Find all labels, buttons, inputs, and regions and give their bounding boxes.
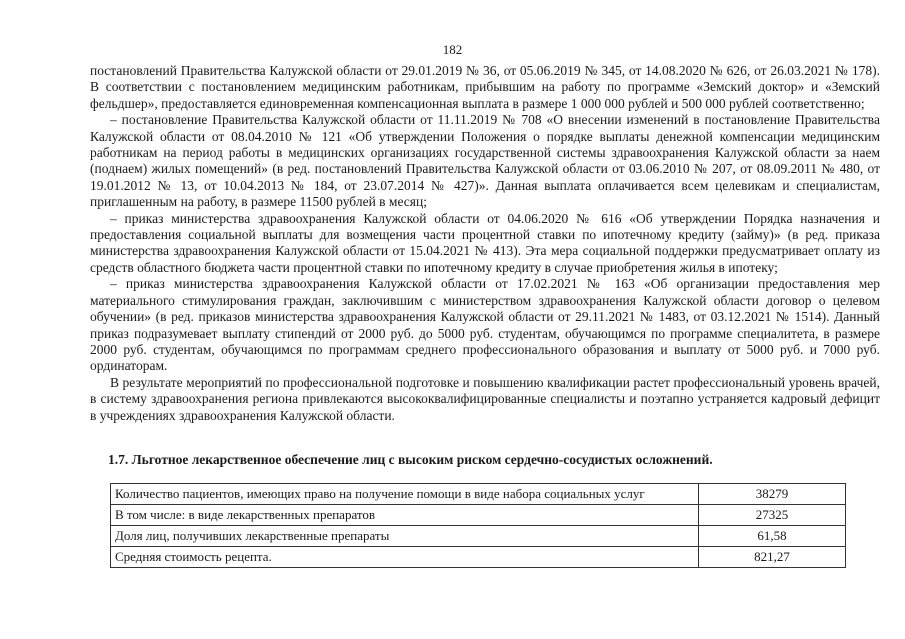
- table-cell-value: 27325: [699, 505, 846, 526]
- table-cell-label: Средняя стоимость рецепта.: [111, 547, 699, 568]
- table-cell-value: 38279: [699, 484, 846, 505]
- list-item-prikaz-163: – приказ министерства здравоохранения Калужской области от 17.02.2021 № 163 «Об организации предоставления мер материального стимулирования граждан, заключившим с министерством здравоохранения Калужской области договор о целевом обучении» (в ред. приказов министерства здравоохранения Калужской области от 29.11.2021 № 1483, от 03.12.2021 № 1514). Данный приказ подразумевает выплату стипендий от 2000 руб. до 5000 руб. студентам, обучающимся по программе специалитета, в размере 2000 руб. студентам, обучающимся по программам среднего профессионального образования и выплату от 5000 руб. и 7000 руб. ординаторам.: [90, 276, 880, 374]
- paragraph-summary: В результате мероприятий по профессиональной подготовке и повышению квалификации растет профессиональный уровень врачей, в систему здравоохранения региона привлекаются высококвалифицированные специалисты и поэтапно устраняется кадровый дефицит в учреждениях здравоохранения Калужской области.: [90, 374, 880, 423]
- table-row: [111, 547, 846, 568]
- table-cell-label: Доля лиц, получивших лекарственные препараты: [111, 526, 699, 547]
- body-text: [90, 63, 880, 424]
- list-item-prikaz-616: – приказ министерства здравоохранения Калужской области от 04.06.2020 № 616 «Об утверждении Порядка назначения и предоставления социальной выплаты для возмещения части процентной ставки по ипотечному кредиту (займу)» (в ред. приказа министерства здравоохранения Калужской области от 15.04.2021 № 413). Эта мера социальной поддержки предусматривает оплату из средств областного бюджета части процентной ставки по ипотечному кредиту в случае приобретения жилья в ипотеку;: [90, 210, 880, 275]
- table-row: [111, 505, 846, 526]
- list-item-postanovlenie-708: – постановление Правительства Калужской области от 11.11.2019 № 708 «О внесении изменений в постановление Правительства Калужской области от 08.04.2010 № 121 «Об утверждении Положения о порядке выплаты денежной компенсации медицинским работникам на период работы в медицинских организациях государственной системы здравоохранения Калужской области за наем (поднаем) жилых помещений» (в ред. постановлений Правительства Калужской области от 03.06.2010 № 207, от 08.09.2011 № 480, от 19.01.2012 № 13, от 10.04.2013 № 184, от 23.07.2014 № 427)». Данная выплата оплачивается всем целевикам и специалистам, приглашенным на работу, в размере 11500 рублей в месяц;: [90, 112, 880, 210]
- table-cell-value: 821,27: [699, 547, 846, 568]
- page-number: 182: [442, 42, 463, 57]
- table-cell-value: 61,58: [699, 526, 846, 547]
- table-cell-label: В том числе: в виде лекарственных препаратов: [111, 505, 699, 526]
- table-cell-label: Количество пациентов, имеющих право на получение помощи в виде набора социальных услуг: [111, 484, 699, 505]
- table-row: [111, 484, 846, 505]
- section-heading: 1.7. Льготное лекарственное обеспечение лиц с высоким риском сердечно-сосудистых осложнений.: [108, 452, 713, 467]
- paragraph-continuation: постановлений Правительства Калужской области от 29.01.2019 № 36, от 05.06.2019 № 345, от 14.08.2020 № 626, от 26.03.2021 № 178). В соответствии с постановлением медицинским работникам, прибывшим на работу по программе «Земский доктор» и «Земский фельдшер», предоставляется единовременная компенсационная выплата в размере 1 000 000 рублей и 500 000 рублей соответственно;: [90, 63, 880, 111]
- statistics-table: [110, 483, 846, 568]
- table-row: [111, 526, 846, 547]
